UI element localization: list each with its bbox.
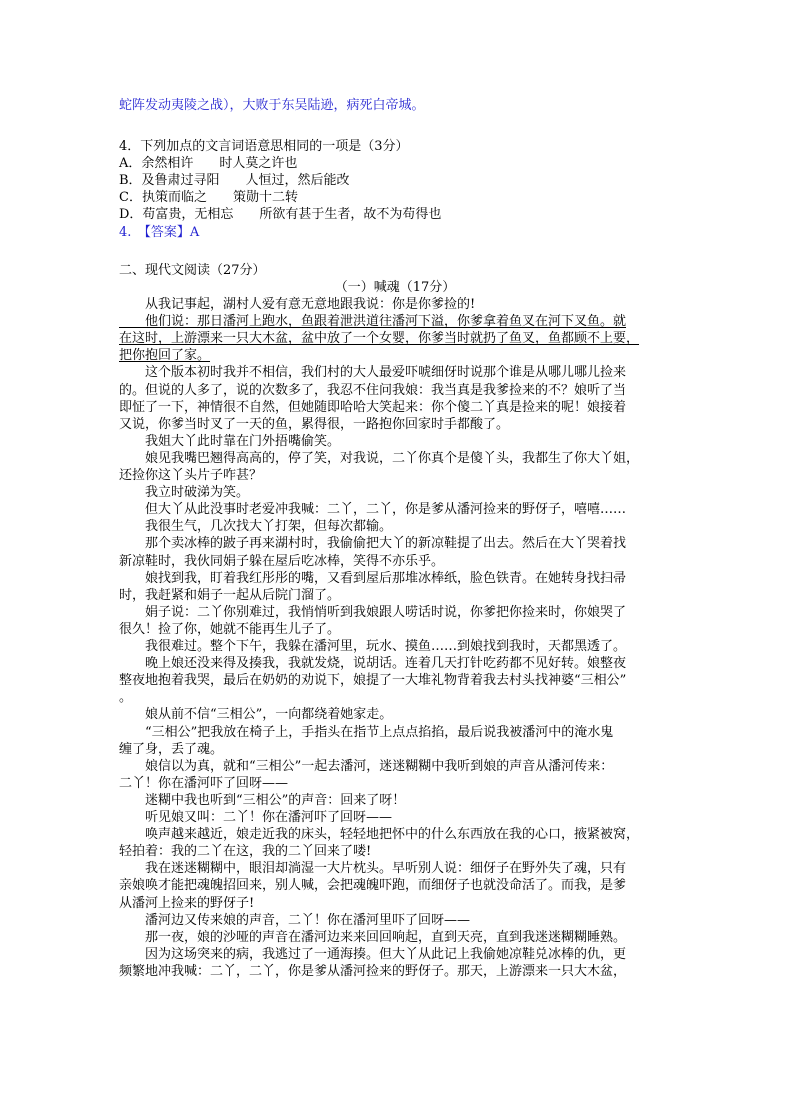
passage-line: 我很难过。整个下午，我躲在潘河里，玩水、摸鱼……到娘找到我时，天都黑透了。 [119, 639, 627, 654]
passage-line: 我立时破涕为笑。 [119, 485, 250, 500]
passage-line: 娘找到我，盯着我红彤彤的嘴，又看到屋后那堆冰棒纸，脸色铁青。在她转身找扫帚 [119, 571, 627, 586]
passage-line: 即怔了一下，神情很不自然，但她随即哈哈大笑起来：你个傻二丫真是捡来的呢！娘接着 [119, 400, 627, 415]
passage-line: 频繁地冲我喊：二丫，二丫，你是爹从潘河捡来的野伢子。那天，上游漂来一只大木盆， [119, 964, 627, 979]
passage-line: 轻拍着：我的二丫在这，我的二丫回来了喽! [119, 844, 372, 859]
passage-line: 娘信以为真，就和“三相公”一起去潘河，迷迷糊糊中我听到娘的声音从潘河传来： [119, 759, 614, 774]
question-4: 4．下列加点的文言词语意思相同的一项是（3分） [119, 139, 409, 154]
passage-line: 娘从前不信“三相公”，一向都绕着她家走。 [119, 707, 393, 722]
passage-line: 听见娘又叫：二丫！你在潘河吓了回呀—— [119, 810, 393, 825]
passage-line: 娟子说：二丫你别难过，我悄悄听到我娘跟人唠话时说，你爹把你捡来时，你娘哭了 [119, 605, 627, 620]
passage-line: 我姐大丫此时靠在门外捂嘴偷笑。 [119, 434, 341, 449]
passage-line: 这个版本初时我并不相信，我们村的大人最爱吓唬细伢时说那个谁是从哪儿哪儿捡来 [119, 365, 627, 380]
passage-line: 从潘河上捡来的野伢子! [119, 896, 255, 911]
section-heading: 二、现代文阅读（27分） [119, 263, 266, 278]
passage-line: 很久！捡了你，她就不能再生儿子了。 [119, 622, 341, 637]
passage-line: 时，我赶紧和娟子一起从后院门溜了。 [119, 588, 341, 603]
passage-line: 他们说：那日潘河上跑水，鱼跟着泄洪道往潘河下溢，你爹拿着鱼叉在河下叉鱼。就 [119, 314, 627, 329]
option-d: D．苟富贵，无相忘 所欲有甚于生者，故不为苟得也 [119, 207, 442, 222]
passage-line: 晚上娘还没来得及揍我，我就发烧，说胡话。连着几天打针吃药都不见好转。娘整夜 [119, 656, 627, 671]
passage-line: 我在迷迷糊糊中，眼泪却淌湿一大片枕头。早听别人说：细伢子在野外失了魂，只有 [119, 861, 627, 876]
option-c: C．执策而临之 策勋十二转 [119, 190, 298, 205]
passage-line: 新凉鞋时，我伙同娟子躲在屋后吃冰棒，笑得不亦乐乎。 [119, 554, 445, 569]
passage-line: 亲娘唤才能把魂魄招回来，别人喊，会把魂魄吓跑，而细伢子也就没命活了。而我，是爹 [119, 878, 627, 893]
passage-line: 那个卖冰棒的跛子再来湖村时，我偷偷把大丫的新凉鞋提了出去。然后在大丫哭着找 [119, 536, 627, 551]
passage-line: 还捡你这丫头片子咋甚？ [119, 468, 263, 483]
passage-line: 的。但说的人多了，说的次数多了，我忍不住问我娘：我当真是我爹捡来的不？娘听了当 [119, 383, 627, 398]
passage-line: 在这时，上游漂来一只大木盆，盆中放了一个女婴，你爹当时就扔了鱼叉，鱼都顾不上要， [119, 331, 640, 346]
passage-line: 唤声越来越近，娘走近我的床头，轻轻地把怀中的什么东西放在我的心口，掖紧被窝， [119, 827, 640, 842]
passage-line: 那一夜，娘的沙哑的声音在潘河边来来回回响起，直到天亮，直到我迷迷糊糊睡熟。 [119, 930, 627, 945]
option-a: A．余然相许 时人莫之许也 [119, 156, 298, 171]
passage-line: 整夜地抱着我哭，最后在奶奶的劝说下，娘提了一大堆礼物背着我去村头找神婆“三相公” [119, 673, 627, 688]
passage-line: 迷糊中我也听到“三相公”的声音：回来了呀！ [119, 793, 406, 808]
passage-line: 我很生气，几次找大丫打架，但每次都输。 [119, 519, 393, 534]
passage-line: 娘见我嘴巴翘得高高的，停了笑，对我说，二丫你真个是傻丫头，我都生了你大丫姐， [119, 451, 640, 466]
passage-line: “三相公”把我放在椅子上，手指头在指节上点点掐掐，最后说我被潘河中的淹水鬼 [119, 725, 614, 740]
passage-line: 。 [119, 690, 133, 705]
passage-line: 从我记事起，湖村人爱有意无意地跟我说：你是你爹捡的! [119, 297, 476, 312]
passage-title: （一）喊魂（17分） [334, 280, 456, 295]
passage-line: 把你抱回了家。 [119, 348, 211, 363]
answer-4: 4. 【答案】A [119, 225, 200, 240]
continuation-line: 蛇阵发动夷陵之战），大败于东吴陆逊，病死白帝城。 [119, 98, 425, 113]
passage-line: 又说，你爹当时叉了一天的鱼，累得很，一路抱你回家时手都酸了。 [119, 417, 510, 432]
passage-line: 因为这场突来的病，我逃过了一通海揍。但大丫从此记上我偷她凉鞋兑冰棒的仇，更 [119, 947, 627, 962]
option-b: B．及鲁肃过寻阳 人恒过，然后能改 [119, 173, 350, 188]
passage-line: 潘河边又传来娘的声音，二丫！你在潘河里吓了回呀—— [119, 913, 471, 928]
passage-line: 缠了身，丢了魂。 [119, 742, 224, 757]
passage-line: 二丫！你在潘河吓了回呀—— [119, 776, 289, 791]
passage-line: 但大丫从此没事时老爱冲我喊：二丫，二丫，你是爹从潘河捡来的野伢子，嘻嘻…… [119, 502, 627, 517]
